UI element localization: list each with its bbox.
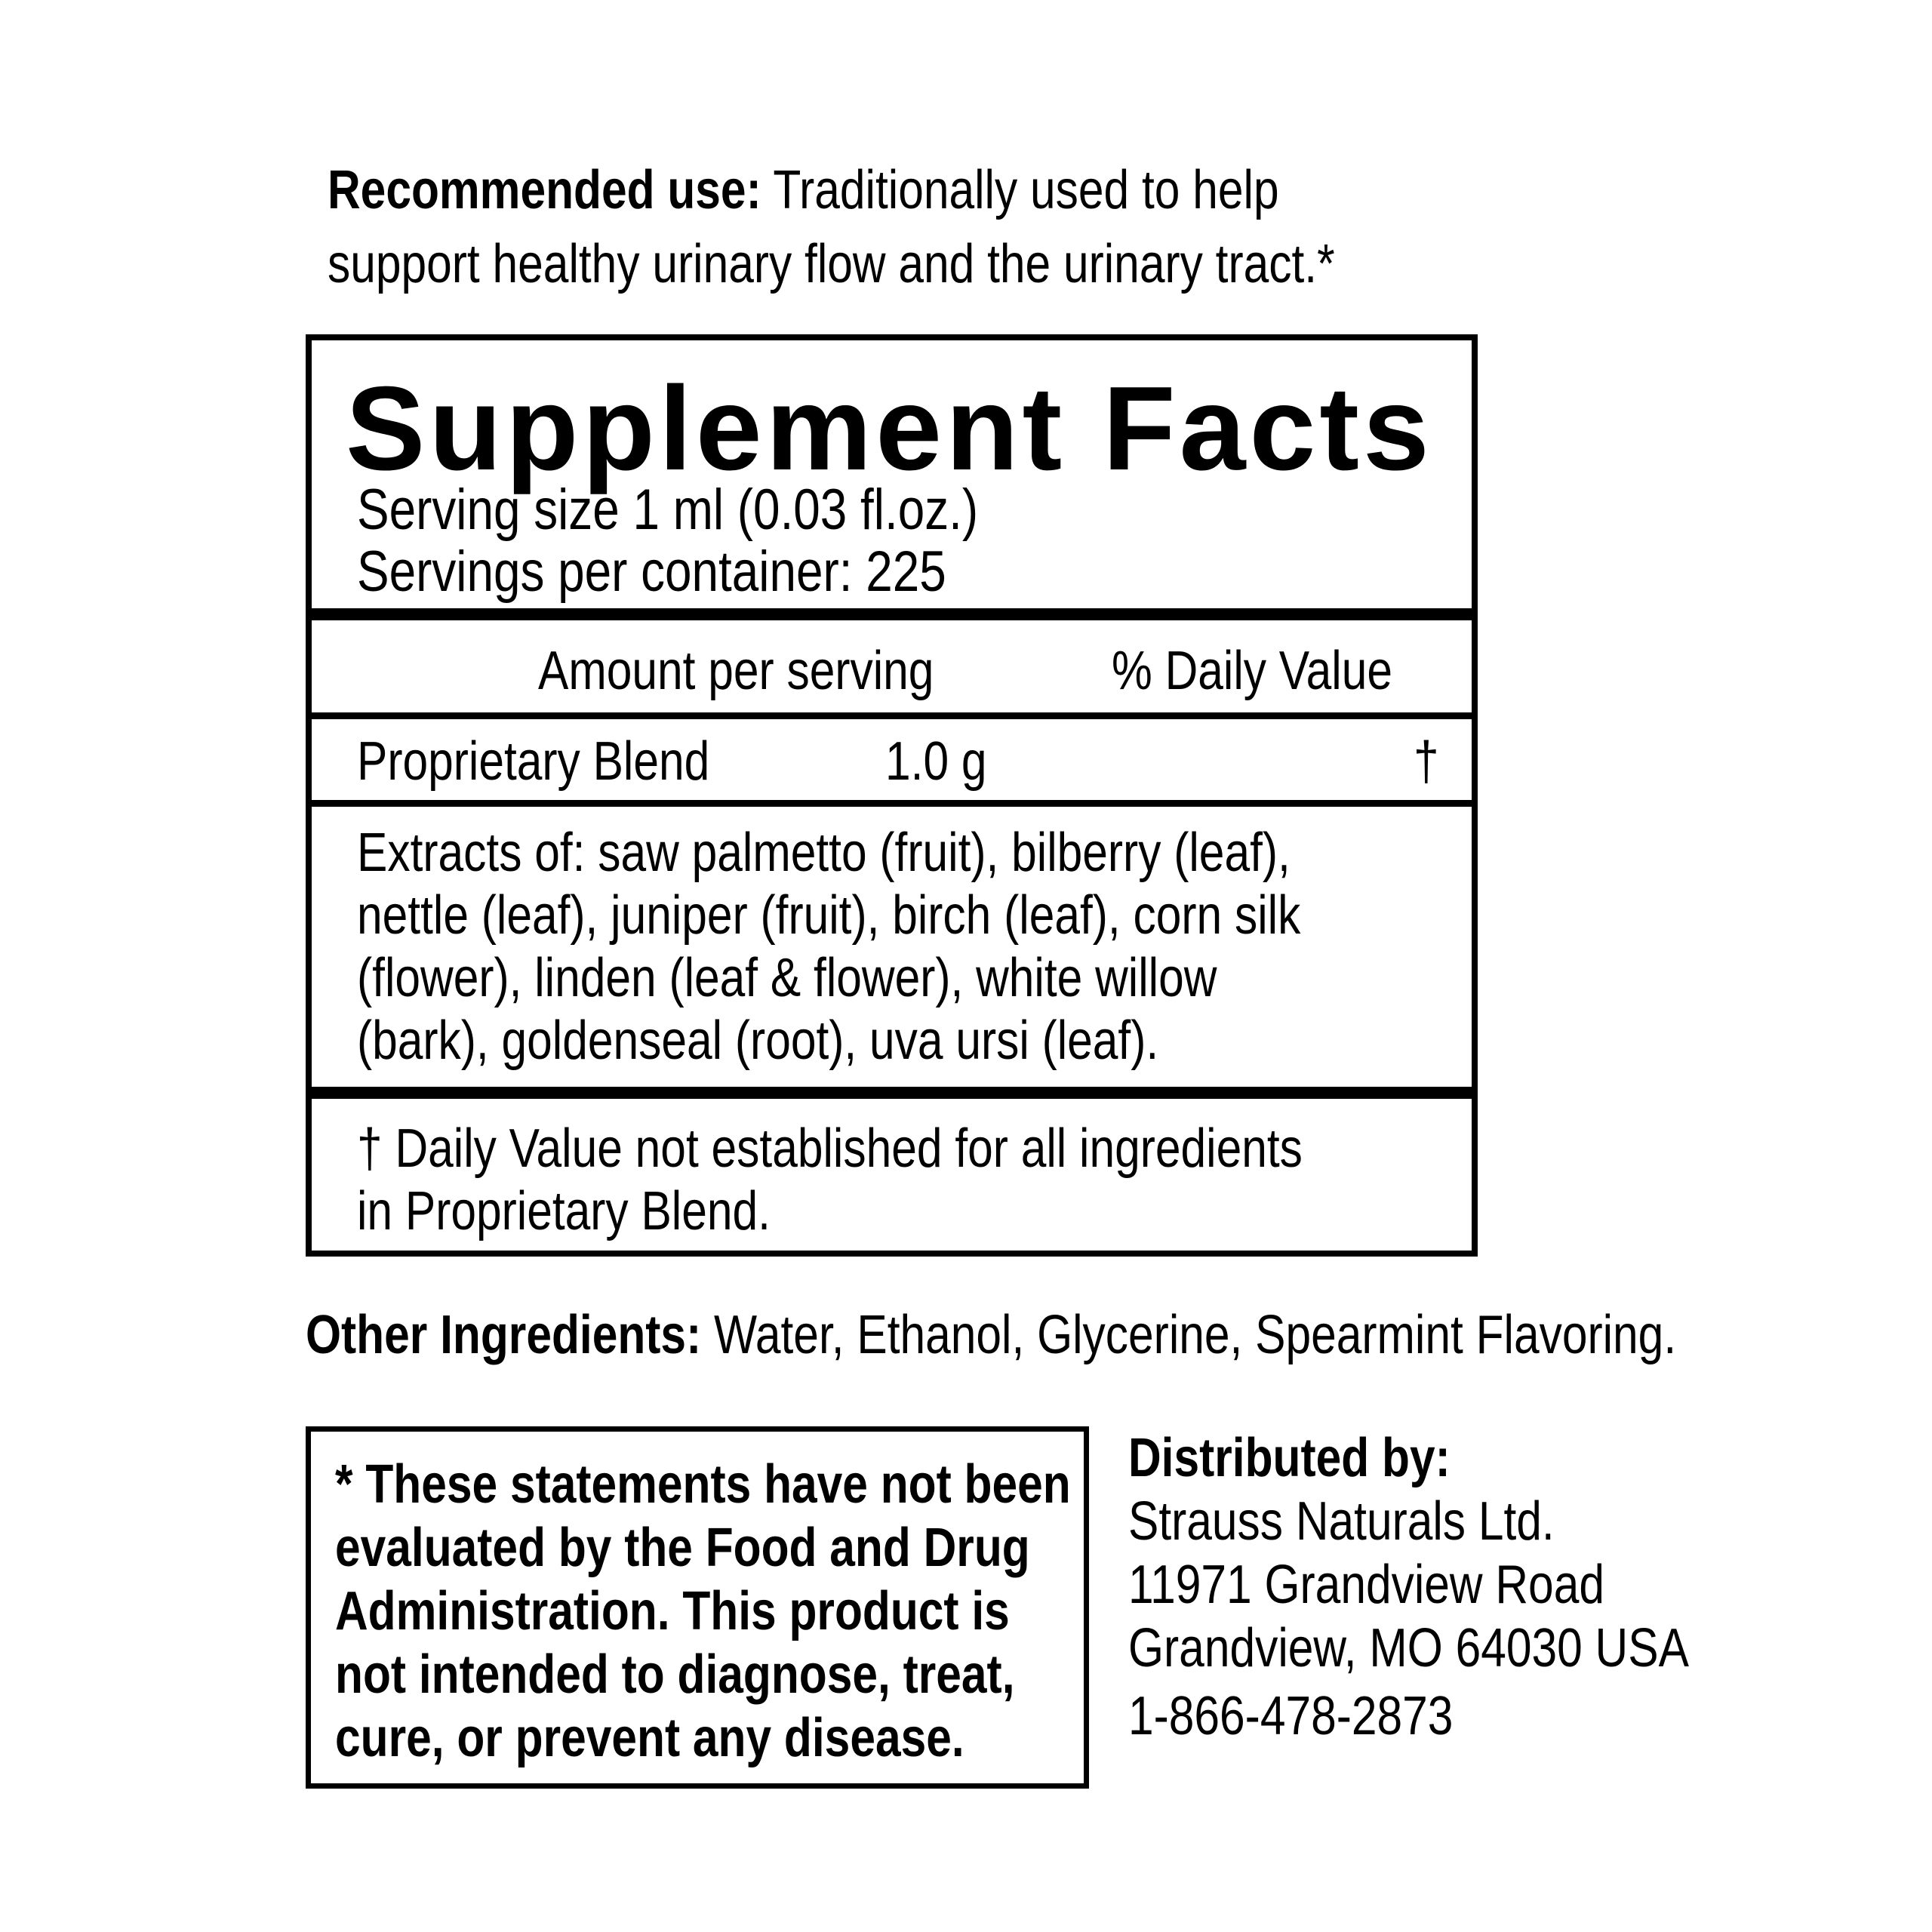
- distributor-name: Strauss Naturals Ltd.: [1128, 1491, 1555, 1552]
- fda-line: not intended to diagnose, treat,: [335, 1644, 1015, 1705]
- recommended-use-label: Recommended use:: [328, 160, 761, 220]
- divider: [312, 800, 1472, 807]
- daily-value-header: % Daily Value: [1112, 641, 1393, 701]
- fda-line: cure, or prevent any disease.: [335, 1708, 964, 1768]
- divider: [312, 712, 1472, 719]
- recommended-use: [328, 153, 1527, 301]
- extracts-line: Extracts of: saw palmetto (fruit), bilberry (leaf),: [357, 823, 1291, 883]
- extracts-line: (flower), linden (leaf & flower), white willow: [357, 948, 1217, 1008]
- footnote-line: † Daily Value not established for all ingredients: [357, 1118, 1303, 1179]
- proprietary-blend-amount: 1.0 g: [885, 731, 987, 792]
- fda-line: Administration. This product is: [335, 1581, 1010, 1641]
- proprietary-blend-name: Proprietary Blend: [357, 731, 710, 792]
- thick-divider: [312, 608, 1472, 620]
- servings-per-container: Servings per container: 225: [357, 540, 946, 604]
- distributor-phone: 1-866-478-2873: [1128, 1686, 1454, 1746]
- footnote-line: in Proprietary Blend.: [357, 1181, 771, 1241]
- extracts-line: (bark), goldenseal (root), uva ursi (leaf).: [357, 1011, 1159, 1071]
- other-ingredients-text: Water, Ethanol, Glycerine, Spearmint Flavoring.: [714, 1305, 1677, 1365]
- proprietary-blend-daily-value: †: [1414, 731, 1439, 792]
- supplement-facts-title: Supplement Facts: [346, 362, 1433, 495]
- fda-disclaimer-box: [306, 1426, 1089, 1789]
- distributor-address-street: 11971 Grandview Road: [1128, 1555, 1604, 1615]
- extracts-line: nettle (leaf), juniper (fruit), birch (leaf), corn silk: [357, 885, 1301, 946]
- recommended-use-text-1: Traditionally used to help: [773, 160, 1279, 220]
- thick-divider: [312, 1087, 1472, 1099]
- extracts-list: [357, 822, 1480, 1072]
- supplement-facts-panel: [306, 334, 1478, 1257]
- daily-value-footnote: [357, 1118, 1483, 1243]
- other-ingredients: [306, 1301, 1932, 1369]
- fda-line: * These statements have not been: [335, 1454, 1071, 1515]
- distributor-address-city: Grandview, MO 64030 USA: [1128, 1618, 1689, 1678]
- amount-per-serving-header: Amount per serving: [538, 641, 934, 701]
- distributor-info: [1128, 1426, 1795, 1748]
- fda-disclaimer: [335, 1453, 1211, 1770]
- fda-line: evaluated by the Food and Drug: [335, 1518, 1030, 1578]
- recommended-use-text-2: support healthy urinary flow and the urinary tract.*: [328, 234, 1335, 294]
- serving-size: Serving size 1 ml (0.03 fl.oz.): [357, 478, 979, 542]
- other-ingredients-label: Other Ingredients:: [306, 1305, 702, 1365]
- distributed-by-label: Distributed by:: [1128, 1428, 1451, 1488]
